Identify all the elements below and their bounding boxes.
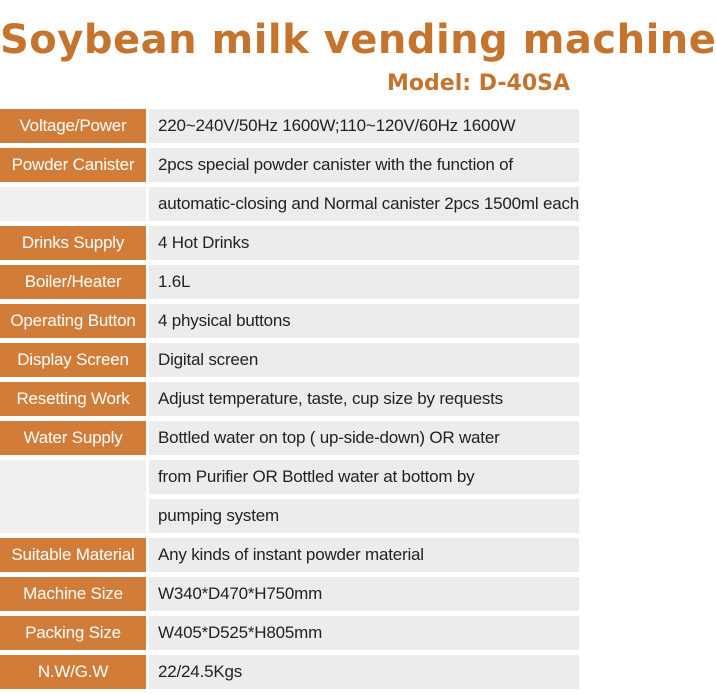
spec-value: pumping system [149,499,579,533]
spec-row [0,421,579,538]
spec-row [0,304,579,343]
spec-row [0,655,579,694]
spec-row [0,382,579,421]
spec-value: Digital screen [149,343,579,377]
spec-value: 4 Hot Drinks [149,226,579,260]
spec-row [0,226,579,265]
spec-row [0,616,579,655]
spec-label: Suitable Material [0,538,146,572]
spec-row [0,148,579,226]
spec-label-filler [0,460,146,533]
spec-label-cell [0,265,146,304]
spec-row [0,343,579,382]
spec-label-cell [0,148,146,226]
spec-value-cell [149,343,579,382]
page-title: Soybean milk vending machine [0,17,716,63]
spec-row [0,577,579,616]
spec-value-cell [149,616,579,655]
spec-label-cell [0,226,146,265]
spec-value: 2pcs special powder canister with the function of [149,148,579,182]
spec-label-cell [0,343,146,382]
spec-value-cell [149,577,579,616]
spec-value: 22/24.5Kgs [149,655,579,689]
spec-value-cell [149,109,579,148]
spec-value-cell [149,148,579,226]
spec-row [0,265,579,304]
spec-value: 4 physical buttons [149,304,579,338]
spec-label-cell [0,655,146,694]
model-number: Model: D-40SA [387,71,570,96]
spec-value: 220~240V/50Hz 1600W;110~120V/60Hz 1600W [149,109,579,143]
spec-label: Packing Size [0,616,146,650]
spec-label: Water Supply [0,421,146,455]
spec-label-cell [0,382,146,421]
spec-label-cell [0,577,146,616]
spec-label: Display Screen [0,343,146,377]
spec-label: Drinks Supply [0,226,146,260]
spec-value: Bottled water on top ( up-side-down) OR water [149,421,579,455]
spec-label-cell [0,304,146,343]
spec-value-cell [149,226,579,265]
spec-label-cell [0,538,146,577]
spec-label-cell [0,421,146,538]
spec-value: 1.6L [149,265,579,299]
spec-label-cell [0,109,146,148]
spec-label: Resetting Work [0,382,146,416]
spec-value: W405*D525*H805mm [149,616,579,650]
spec-value-cell [149,421,579,538]
spec-label: Boiler/Heater [0,265,146,299]
spec-label: Operating Button [0,304,146,338]
spec-value-cell [149,655,579,694]
spec-label: N.W/G.W [0,655,146,689]
spec-value-cell [149,265,579,304]
spec-row [0,109,579,148]
spec-value: W340*D470*H750mm [149,577,579,611]
spec-label: Voltage/Power [0,109,146,143]
spec-value-cell [149,304,579,343]
spec-table [0,109,579,694]
spec-row [0,538,579,577]
spec-value: automatic-closing and Normal canister 2pcs 1500ml each [149,187,579,221]
spec-value: from Purifier OR Bottled water at bottom by [149,460,579,494]
spec-label-filler [0,187,146,221]
spec-value-cell [149,382,579,421]
header [0,0,716,104]
spec-label: Machine Size [0,577,146,611]
spec-value: Any kinds of instant powder material [149,538,579,572]
spec-value: Adjust temperature, taste, cup size by requests [149,382,579,416]
spec-value-cell [149,538,579,577]
spec-label-cell [0,616,146,655]
spec-label: Powder Canister [0,148,146,182]
